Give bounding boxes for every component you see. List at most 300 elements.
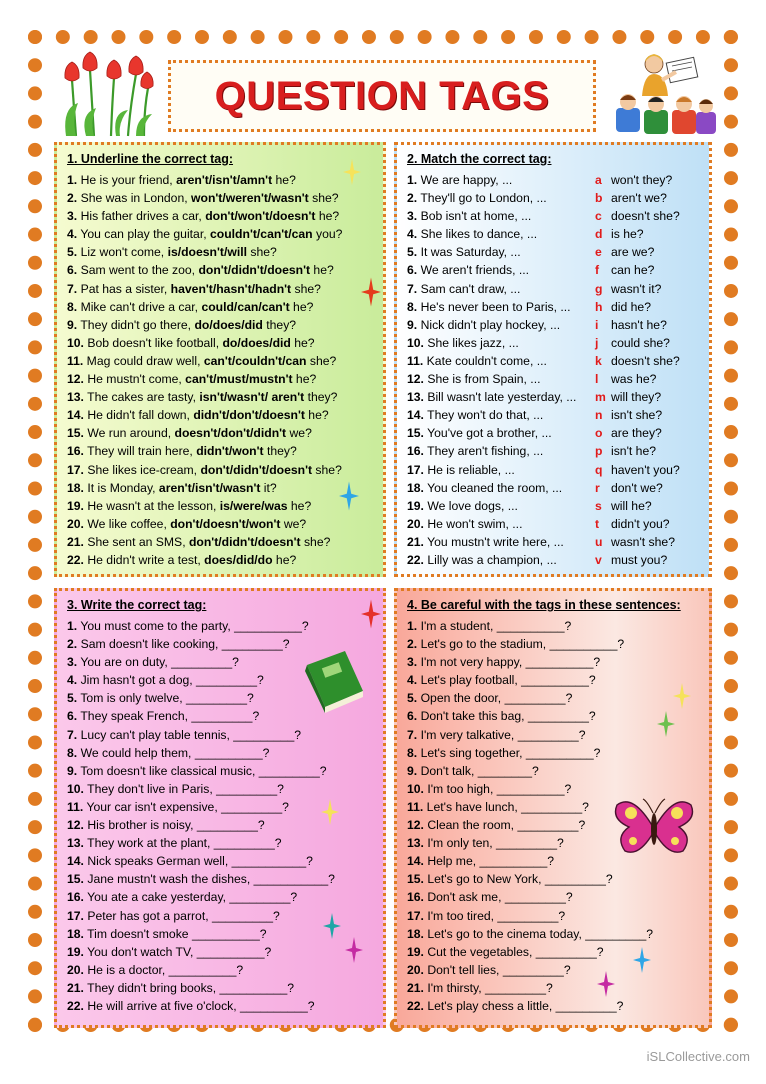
item-sentence: I'm too high, __________? bbox=[427, 781, 572, 796]
list-item bbox=[67, 961, 335, 979]
list-item bbox=[67, 617, 335, 635]
item-options: don't/didn't/doesn't bbox=[200, 462, 313, 477]
item-tag: are they? bbox=[611, 426, 662, 441]
list-item bbox=[67, 907, 335, 925]
list-item bbox=[67, 979, 335, 997]
item-options: couldn't/can't/can bbox=[210, 227, 313, 242]
item-sentence: It is Monday, bbox=[87, 480, 159, 495]
list-item bbox=[67, 707, 335, 725]
item-sentence: I'm too tired, _________? bbox=[427, 908, 566, 923]
item-sentence: I'm very talkative, _________? bbox=[420, 727, 586, 742]
list-item bbox=[67, 370, 342, 388]
item-letter: i bbox=[595, 317, 599, 332]
sparkle-icon bbox=[633, 947, 651, 973]
list-item bbox=[67, 635, 335, 653]
item-tag: could she? bbox=[611, 335, 670, 350]
list-item bbox=[407, 171, 680, 189]
list-item bbox=[407, 997, 653, 1015]
item-tag: hasn't he? bbox=[611, 317, 667, 332]
item-tag-subject: we? bbox=[286, 426, 312, 441]
item-letter: a bbox=[595, 173, 602, 187]
item-number: 13. bbox=[67, 836, 84, 851]
item-number: 8. bbox=[407, 745, 418, 760]
item-number: 19. bbox=[67, 944, 84, 959]
item-options: aren't/isn't/wasn't bbox=[158, 480, 261, 495]
item-tag: wasn't it? bbox=[611, 281, 662, 296]
item-tag-subject: he? bbox=[287, 498, 312, 513]
item-sentence: I'm not very happy, __________? bbox=[420, 655, 601, 670]
item-letter: u bbox=[595, 534, 603, 549]
item-number: 4. bbox=[407, 227, 418, 242]
list-item bbox=[67, 834, 335, 852]
item-sentence: Don't take this bag, _________? bbox=[420, 709, 596, 724]
list-item bbox=[407, 551, 680, 569]
list-item bbox=[67, 207, 342, 225]
list-item bbox=[407, 280, 680, 298]
item-tag-subject: you? bbox=[312, 227, 343, 242]
list-item bbox=[407, 671, 653, 689]
item-letter: t bbox=[595, 516, 600, 531]
item-sentence: Jane mustn't wash the dishes, ___________? bbox=[87, 872, 335, 887]
write-list bbox=[67, 617, 335, 1015]
item-number: 7. bbox=[407, 727, 418, 742]
item-number: 20. bbox=[67, 516, 84, 531]
item-number: 19. bbox=[407, 944, 424, 959]
item-sentence-text: We aren't friends, ... bbox=[420, 263, 530, 278]
list-item bbox=[407, 533, 680, 551]
list-item bbox=[67, 653, 335, 671]
item-number: 12. bbox=[67, 818, 84, 833]
item-sentence-text: She likes jazz, ... bbox=[427, 335, 519, 350]
item-tag: did he? bbox=[611, 299, 651, 314]
list-item bbox=[407, 388, 680, 406]
list-item bbox=[407, 225, 680, 243]
item-number: 19. bbox=[67, 498, 84, 513]
item-number: 16. bbox=[67, 444, 84, 459]
item-options: do/does/did bbox=[194, 317, 263, 332]
item-number: 13. bbox=[67, 390, 84, 405]
list-item bbox=[67, 461, 342, 479]
list-item bbox=[67, 780, 335, 798]
list-item bbox=[67, 316, 342, 334]
item-number: 18. bbox=[407, 926, 424, 941]
item-number: 20. bbox=[67, 962, 84, 977]
item-number: 1. bbox=[67, 173, 78, 187]
list-item bbox=[407, 888, 653, 906]
item-sentence bbox=[407, 370, 595, 388]
item-number: 18. bbox=[407, 480, 424, 495]
item-tag: don't we? bbox=[611, 480, 663, 495]
item-number: 16. bbox=[67, 890, 84, 905]
item-options: don't/won't/doesn't bbox=[205, 209, 316, 224]
section-write bbox=[54, 588, 386, 1028]
item-sentence: Open the door, _________? bbox=[420, 691, 573, 706]
list-item bbox=[407, 943, 653, 961]
item-tag-subject: he? bbox=[315, 209, 340, 224]
section-heading: 2. Match the correct tag: bbox=[407, 152, 552, 166]
item-number: 21. bbox=[407, 534, 424, 549]
list-item bbox=[407, 298, 680, 316]
item-number: 22. bbox=[67, 998, 84, 1013]
item-letter: j bbox=[595, 335, 599, 350]
item-letter: g bbox=[595, 281, 603, 296]
list-item bbox=[67, 479, 342, 497]
item-number: 11. bbox=[67, 799, 84, 814]
list-item bbox=[67, 243, 342, 261]
item-number: 5. bbox=[67, 245, 78, 260]
item-sentence-text: Bob isn't at home, ... bbox=[420, 209, 532, 224]
item-letter: s bbox=[595, 498, 602, 513]
item-sentence: Let's have lunch, _________? bbox=[426, 799, 589, 814]
item-number: 2. bbox=[67, 637, 78, 652]
item-sentence-text: We love dogs, ... bbox=[427, 498, 518, 513]
item-sentence-text: Nick didn't play hockey, ... bbox=[420, 317, 561, 332]
item-sentence: They speak French, _________? bbox=[80, 709, 260, 724]
item-tag: isn't she? bbox=[611, 408, 663, 423]
item-sentence: His father drives a car, bbox=[80, 209, 206, 224]
item-number: 12. bbox=[407, 372, 424, 387]
item-sentence: Mike can't drive a car, bbox=[80, 299, 202, 314]
item-sentence: Pat has a sister, bbox=[80, 281, 171, 296]
item-tag-subject: he? bbox=[292, 372, 317, 387]
item-options: could/can/can't bbox=[201, 299, 290, 314]
item-number: 2. bbox=[407, 637, 418, 652]
item-sentence: Let's go to New York, _________? bbox=[427, 872, 613, 887]
item-number: 15. bbox=[67, 426, 84, 441]
item-sentence: Mag could draw well, bbox=[86, 353, 204, 368]
item-options: is/doesn't/will bbox=[167, 245, 247, 260]
item-number: 12. bbox=[407, 818, 424, 833]
item-sentence: Nick speaks German well, ___________? bbox=[87, 854, 313, 869]
list-item bbox=[67, 334, 342, 352]
item-tag-subject: she? bbox=[246, 245, 277, 260]
item-sentence: We run around, bbox=[87, 426, 175, 441]
list-item bbox=[407, 961, 653, 979]
item-sentence-text: They aren't fishing, ... bbox=[427, 444, 544, 459]
section-heading: 4. Be careful with the tags in these sentences: bbox=[407, 598, 681, 612]
item-number: 5. bbox=[67, 691, 78, 706]
item-number: 6. bbox=[67, 263, 78, 278]
list-item bbox=[67, 533, 342, 551]
item-number: 22. bbox=[67, 552, 84, 567]
list-item bbox=[67, 497, 342, 515]
list-item bbox=[407, 870, 653, 888]
item-tag: are we? bbox=[611, 245, 655, 260]
item-number: 21. bbox=[67, 980, 84, 995]
item-sentence: The cakes are tasty, bbox=[87, 390, 200, 405]
item-options: won't/weren't/wasn't bbox=[191, 191, 309, 206]
item-sentence: I'm thirsty, _________? bbox=[427, 980, 553, 995]
item-sentence: They don't live in Paris, _________? bbox=[87, 781, 284, 796]
item-tag: is he? bbox=[611, 227, 644, 242]
list-item bbox=[67, 798, 335, 816]
item-letter: o bbox=[595, 426, 603, 441]
item-number: 10. bbox=[407, 335, 424, 350]
list-item bbox=[407, 406, 680, 424]
item-sentence-text: We are happy, ... bbox=[420, 173, 513, 187]
section-match bbox=[394, 142, 712, 577]
item-number: 9. bbox=[67, 317, 78, 332]
item-sentence: Let's play chess a little, _________? bbox=[427, 998, 624, 1013]
item-number: 2. bbox=[67, 191, 78, 206]
item-number: 17. bbox=[407, 462, 424, 477]
item-number: 1. bbox=[407, 619, 418, 633]
item-number: 7. bbox=[67, 281, 78, 296]
section-heading: 1. Underline the correct tag: bbox=[67, 152, 234, 166]
item-letter: c bbox=[595, 209, 602, 224]
item-number: 8. bbox=[67, 745, 78, 760]
item-number: 8. bbox=[407, 299, 418, 314]
item-letter: h bbox=[595, 299, 603, 314]
item-tag-subject: he? bbox=[272, 552, 297, 567]
item-letter: r bbox=[595, 480, 600, 495]
item-number: 7. bbox=[67, 727, 78, 742]
item-sentence: Let's sing together, __________? bbox=[420, 745, 601, 760]
item-number: 3. bbox=[67, 209, 78, 224]
list-item bbox=[407, 925, 653, 943]
item-letter: p bbox=[595, 444, 603, 459]
item-tag: won't they? bbox=[611, 173, 673, 187]
item-sentence: Tom doesn't like classical music, _________? bbox=[80, 763, 327, 778]
list-item bbox=[67, 442, 342, 460]
item-tag-subject: she? bbox=[312, 462, 342, 477]
item-sentence bbox=[407, 515, 595, 533]
item-number: 15. bbox=[67, 872, 84, 887]
teacher-and-children-icon bbox=[614, 50, 718, 136]
item-tag-subject: he? bbox=[290, 335, 315, 350]
list-item bbox=[67, 744, 335, 762]
item-sentence: He didn't write a test, bbox=[87, 552, 205, 567]
list-item bbox=[407, 261, 680, 279]
item-tag-subject: she? bbox=[300, 534, 331, 549]
item-sentence: We like coffee, bbox=[87, 516, 171, 531]
item-sentence: We could help them, __________? bbox=[80, 745, 270, 760]
item-sentence bbox=[407, 207, 595, 225]
item-number: 9. bbox=[407, 317, 418, 332]
item-number: 5. bbox=[407, 691, 418, 706]
watermark: iSLCollective.com bbox=[646, 1049, 750, 1064]
item-tag: was he? bbox=[611, 372, 657, 387]
item-number: 3. bbox=[67, 655, 78, 670]
item-options: isn't/wasn't/ aren't bbox=[199, 390, 305, 405]
sparkle-icon bbox=[323, 913, 341, 939]
sparkle-icon bbox=[597, 971, 615, 997]
item-sentence-text: You mustn't write here, ... bbox=[427, 534, 564, 549]
item-letter: e bbox=[595, 245, 602, 260]
item-tag: can he? bbox=[611, 263, 655, 278]
list-item bbox=[67, 352, 342, 370]
item-number: 13. bbox=[407, 836, 424, 851]
item-letter: v bbox=[595, 552, 602, 567]
item-number: 17. bbox=[67, 908, 84, 923]
item-options: didn't/don't/doesn't bbox=[193, 408, 305, 423]
item-tag-subject: she? bbox=[306, 353, 337, 368]
item-sentence: Bob doesn't like football, bbox=[87, 335, 223, 350]
item-sentence: You can play the guitar, bbox=[80, 227, 210, 242]
item-number: 11. bbox=[67, 353, 84, 368]
item-sentence bbox=[407, 189, 595, 207]
list-item bbox=[67, 726, 335, 744]
list-item bbox=[407, 442, 680, 460]
item-tag-subject: it? bbox=[260, 480, 277, 495]
item-sentence: You don't watch TV, __________? bbox=[87, 944, 272, 959]
item-sentence: You ate a cake yesterday, _________? bbox=[87, 890, 298, 905]
list-item bbox=[67, 280, 342, 298]
item-tag: doesn't she? bbox=[611, 353, 680, 368]
item-options: can't/must/mustn't bbox=[185, 372, 293, 387]
item-number: 16. bbox=[407, 890, 424, 905]
list-item bbox=[407, 461, 680, 479]
item-number: 3. bbox=[407, 655, 418, 670]
item-options: can't/couldn't/can bbox=[203, 353, 307, 368]
list-item bbox=[67, 189, 342, 207]
item-sentence-text: It was Saturday, ... bbox=[420, 245, 521, 260]
item-number: 21. bbox=[407, 980, 424, 995]
list-item bbox=[67, 551, 342, 569]
list-item bbox=[67, 816, 335, 834]
item-tag: wasn't she? bbox=[611, 534, 675, 549]
item-tag-subject: they? bbox=[262, 317, 297, 332]
list-item bbox=[407, 352, 680, 370]
item-sentence-text: Kate couldn't come, ... bbox=[426, 353, 547, 368]
item-number: 9. bbox=[67, 763, 78, 778]
list-item bbox=[67, 225, 342, 243]
item-tag: haven't you? bbox=[611, 462, 680, 477]
list-item bbox=[407, 207, 680, 225]
item-sentence-text: He won't swim, ... bbox=[427, 516, 523, 531]
item-sentence bbox=[407, 225, 595, 243]
item-tag: didn't you? bbox=[611, 516, 670, 531]
sparkle-icon bbox=[343, 159, 361, 185]
item-number: 18. bbox=[67, 480, 84, 495]
item-sentence: Cut the vegetables, _________? bbox=[427, 944, 604, 959]
list-item bbox=[407, 707, 653, 725]
item-number: 6. bbox=[407, 263, 418, 278]
item-sentence: She was in London, bbox=[80, 191, 192, 206]
item-number: 4. bbox=[407, 673, 418, 688]
item-sentence: Sam went to the zoo, bbox=[80, 263, 199, 278]
item-options: is/were/was bbox=[219, 498, 288, 513]
item-number: 2. bbox=[407, 191, 418, 206]
item-number: 22. bbox=[407, 552, 424, 567]
item-sentence-text: He's never been to Paris, ... bbox=[420, 299, 571, 314]
item-number: 16. bbox=[407, 444, 424, 459]
item-number: 21. bbox=[67, 534, 84, 549]
item-number: 7. bbox=[407, 281, 418, 296]
tulips-icon bbox=[56, 48, 156, 138]
item-sentence-text: You've got a brother, ... bbox=[427, 426, 552, 441]
list-item bbox=[67, 888, 335, 906]
item-sentence: Tom is only twelve, _________? bbox=[80, 691, 254, 706]
item-number: 10. bbox=[407, 781, 424, 796]
section-heading: 3. Write the correct tag: bbox=[67, 598, 207, 612]
item-number: 3. bbox=[407, 209, 418, 224]
item-number: 17. bbox=[407, 908, 424, 923]
item-sentence: He mustn't come, bbox=[87, 372, 186, 387]
item-sentence bbox=[407, 243, 595, 261]
list-item bbox=[407, 497, 680, 515]
item-number: 19. bbox=[407, 498, 424, 513]
item-sentence: Jim hasn't got a dog, _________? bbox=[80, 673, 264, 688]
item-tag-subject: he? bbox=[289, 299, 314, 314]
list-item bbox=[407, 744, 653, 762]
item-sentence bbox=[407, 316, 595, 334]
item-sentence: I'm a student, __________? bbox=[420, 619, 572, 633]
list-item bbox=[67, 406, 342, 424]
item-number: 4. bbox=[67, 673, 78, 688]
item-sentence: Sam doesn't like cooking, _________? bbox=[80, 637, 290, 652]
item-letter: n bbox=[595, 408, 603, 423]
list-item bbox=[407, 243, 680, 261]
item-sentence: Tim doesn't smoke __________? bbox=[87, 926, 267, 941]
item-sentence: You are on duty, _________? bbox=[80, 655, 239, 670]
sparkle-icon bbox=[673, 683, 691, 709]
list-item bbox=[407, 424, 680, 442]
list-item bbox=[407, 316, 680, 334]
item-number: 17. bbox=[67, 462, 84, 477]
underline-list bbox=[67, 171, 342, 569]
item-options: aren't/isn't/amn't bbox=[176, 173, 273, 187]
item-number: 5. bbox=[407, 245, 418, 260]
list-item bbox=[67, 762, 335, 780]
list-item bbox=[67, 852, 335, 870]
list-item bbox=[407, 979, 653, 997]
list-item bbox=[407, 617, 653, 635]
item-sentence: Help me, __________? bbox=[427, 854, 555, 869]
item-sentence-text: Bill wasn't late yesterday, ... bbox=[427, 390, 577, 405]
item-tag-subject: he? bbox=[304, 408, 329, 423]
item-sentence-text: Lilly was a champion, ... bbox=[427, 552, 557, 567]
list-item bbox=[407, 653, 653, 671]
item-number: 6. bbox=[67, 709, 78, 724]
item-sentence: He is a doctor, __________? bbox=[87, 962, 244, 977]
list-item bbox=[407, 515, 680, 533]
item-number: 14. bbox=[407, 408, 424, 423]
sparkle-icon bbox=[361, 599, 381, 629]
list-item bbox=[67, 870, 335, 888]
list-item bbox=[67, 943, 335, 961]
list-item bbox=[407, 689, 653, 707]
item-sentence: Let's go to the stadium, __________? bbox=[420, 637, 625, 652]
section-underline bbox=[54, 142, 386, 577]
item-options: does/did/do bbox=[204, 552, 273, 567]
item-tag-subject: they? bbox=[304, 390, 338, 405]
list-item bbox=[407, 780, 653, 798]
title-box bbox=[168, 60, 596, 132]
item-sentence bbox=[407, 334, 595, 352]
item-letter: l bbox=[595, 372, 599, 387]
item-sentence bbox=[407, 461, 595, 479]
item-options: do/does/did bbox=[222, 335, 291, 350]
list-item bbox=[67, 261, 342, 279]
list-item bbox=[407, 334, 680, 352]
item-number: 1. bbox=[407, 173, 418, 187]
item-number: 22. bbox=[407, 998, 424, 1013]
item-tag: will they? bbox=[611, 390, 662, 405]
item-number: 15. bbox=[407, 426, 424, 441]
item-number: 4. bbox=[67, 227, 78, 242]
item-sentence: They will train here, bbox=[87, 444, 197, 459]
list-item bbox=[67, 689, 335, 707]
item-sentence: He wasn't at the lesson, bbox=[87, 498, 220, 513]
item-sentence: Don't ask me, _________? bbox=[427, 890, 573, 905]
item-options: don't/didn't/doesn't bbox=[188, 534, 301, 549]
item-tag: will he? bbox=[611, 498, 652, 513]
item-number: 6. bbox=[407, 709, 418, 724]
item-sentence bbox=[407, 424, 595, 442]
list-item bbox=[67, 388, 342, 406]
item-number: 15. bbox=[407, 872, 424, 887]
